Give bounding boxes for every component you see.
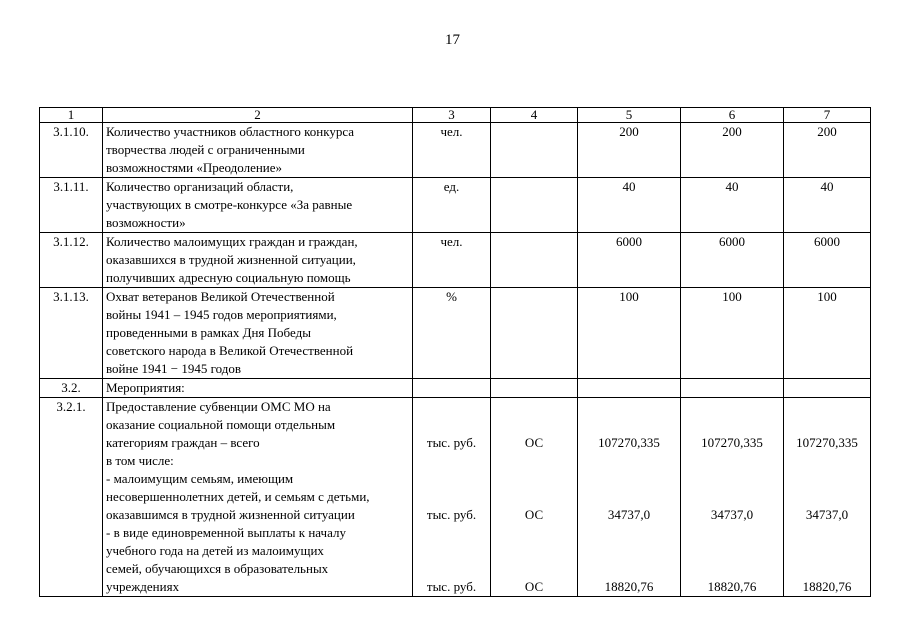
table-row — [40, 178, 871, 233]
table-row-3-2-1 — [40, 398, 871, 597]
row-number: 3.1.10. — [40, 123, 103, 178]
row-number: 3.2.1. — [40, 398, 103, 597]
value-col5 — [578, 379, 681, 398]
description-line: Предоставление субвенции ОМС МО на — [106, 399, 331, 414]
header-cell: 4 — [491, 108, 578, 123]
indicators-table — [39, 107, 871, 597]
value-col6: 6000 — [681, 233, 784, 288]
description-line: войны 1941 – 1945 годов мероприятиями, — [106, 307, 337, 322]
entry-value: 18820,76 — [802, 579, 852, 594]
unit-cell: ед. — [413, 178, 491, 233]
header-cell: 5 — [578, 108, 681, 123]
row-number: 3.1.11. — [40, 178, 103, 233]
value-col6 — [681, 398, 784, 597]
description-line: получивших адресную социальную помощь — [106, 270, 351, 285]
description-line: оказавшихся в трудной жизненной ситуации, — [106, 252, 356, 267]
description-line: участвующих в смотре-конкурсе «За равные — [106, 197, 353, 212]
value-col7: 100 — [784, 288, 871, 379]
entry-value: ОС — [524, 507, 544, 522]
description-line: - малоимущим семьям, имеющим — [106, 471, 294, 486]
unit-cell — [413, 379, 491, 398]
table-header-row — [40, 108, 871, 123]
description-line: учреждениях — [106, 579, 180, 594]
header-cell: 1 — [40, 108, 103, 123]
description-line: учебного года на детей из малоимущих — [106, 543, 324, 558]
description-line: возможности» — [106, 215, 186, 230]
header-cell: 3 — [413, 108, 491, 123]
source-cell — [491, 379, 578, 398]
header-cell: 6 — [681, 108, 784, 123]
source-cell — [491, 123, 578, 178]
unit-cell — [413, 398, 491, 597]
source-cell — [491, 233, 578, 288]
entry-value: тыс. руб. — [426, 507, 477, 522]
entry-value: 34737,0 — [607, 507, 651, 522]
unit-cell: чел. — [413, 123, 491, 178]
row-description — [103, 233, 413, 288]
description-line: проведенными в рамках Дня Победы — [106, 325, 311, 340]
source-cell — [491, 178, 578, 233]
source-cell — [491, 288, 578, 379]
entry-value: 107270,335 — [598, 435, 660, 450]
entry-value: 107270,335 — [701, 435, 763, 450]
table-row — [40, 379, 871, 398]
table-row — [40, 233, 871, 288]
description-line: несовершеннолетних детей, и семьям с детьми, — [106, 489, 370, 504]
value-col7: 200 — [784, 123, 871, 178]
value-col5 — [578, 398, 681, 597]
value-col7 — [784, 379, 871, 398]
description-line: творчества людей с ограниченными — [106, 142, 305, 157]
description-line: оказавшимся в трудной жизненной ситуации — [106, 507, 355, 522]
row-number: 3.1.13. — [40, 288, 103, 379]
entry-value: тыс. руб. — [426, 435, 477, 450]
description-line: Количество участников областного конкурса — [106, 124, 355, 139]
source-cell — [491, 398, 578, 597]
value-col5: 100 — [578, 288, 681, 379]
description-line: Количество малоимущих граждан и граждан, — [106, 234, 358, 249]
row-description — [103, 178, 413, 233]
table-row — [40, 288, 871, 379]
description-line: в том числе: — [106, 453, 174, 468]
entry-value: 34737,0 — [710, 507, 754, 522]
value-col6: 200 — [681, 123, 784, 178]
value-col7 — [784, 398, 871, 597]
value-col7: 6000 — [784, 233, 871, 288]
value-col6: 100 — [681, 288, 784, 379]
row-description — [103, 123, 413, 178]
description-line: советского народа в Великой Отечественной — [106, 343, 354, 358]
description-line: семей, обучающихся в образовательных — [106, 561, 329, 576]
entry-value: тыс. руб. — [426, 579, 477, 594]
value-col5: 40 — [578, 178, 681, 233]
entry-value: 107270,335 — [796, 435, 858, 450]
description-line: возможностями «Преодоление» — [106, 160, 283, 175]
header-cell: 2 — [103, 108, 413, 123]
entry-value: 34737,0 — [805, 507, 849, 522]
entry-value: 18820,76 — [604, 579, 654, 594]
row-number: 3.2. — [40, 379, 103, 398]
row-description — [103, 398, 413, 597]
value-col7: 40 — [784, 178, 871, 233]
entry-value: ОС — [524, 435, 544, 450]
description-line: Мероприятия: — [106, 380, 185, 395]
table-row — [40, 123, 871, 178]
value-col5: 6000 — [578, 233, 681, 288]
row-number: 3.1.12. — [40, 233, 103, 288]
unit-cell: % — [413, 288, 491, 379]
description-line: Охват ветеранов Великой Отечественной — [106, 289, 335, 304]
description-line: - в виде единовременной выплаты к началу — [106, 525, 346, 540]
page-number: 17 — [445, 32, 460, 48]
row-description — [103, 288, 413, 379]
row-description — [103, 379, 413, 398]
description-line: войне 1941 − 1945 годов — [106, 361, 241, 376]
entry-value: ОС — [524, 579, 544, 594]
header-cell: 7 — [784, 108, 871, 123]
value-col5: 200 — [578, 123, 681, 178]
description-line: категориям граждан – всего — [106, 435, 260, 450]
unit-cell: чел. — [413, 233, 491, 288]
description-line: оказание социальной помощи отдельным — [106, 417, 336, 432]
description-line: Количество организаций области, — [106, 179, 294, 194]
value-col6: 40 — [681, 178, 784, 233]
entry-value: 18820,76 — [707, 579, 757, 594]
value-col6 — [681, 379, 784, 398]
